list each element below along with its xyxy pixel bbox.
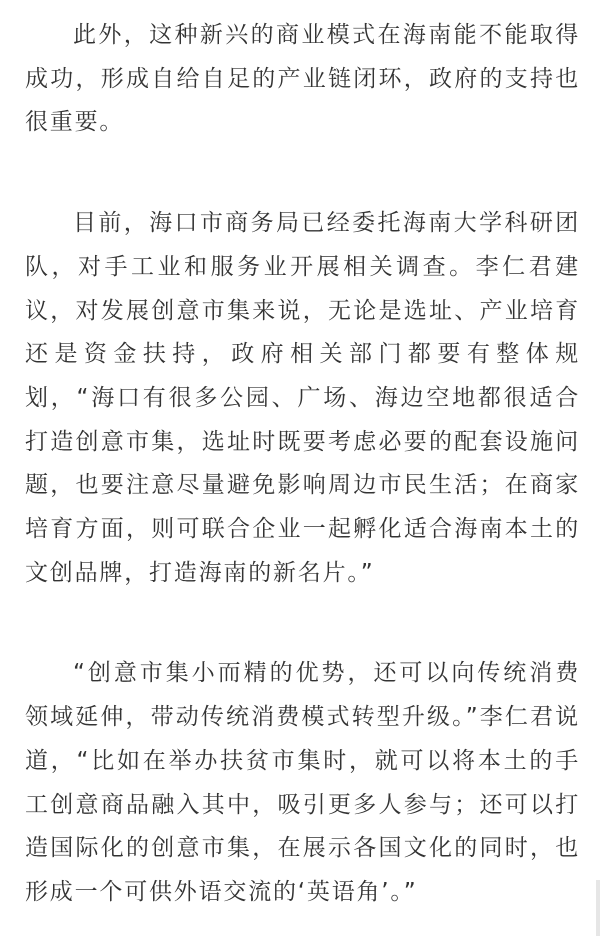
paragraph-commerce-bureau-survey: 目前，海口市商务局已经委托海南大学科研团队，对手工业和服务业开展相关调查。李仁君建议，对发展创意市集来说，无论是选址、产业培育还是资金扶持，政府相关部门都要有整体规划，“海口有很多公园、广场、海边空地都很适合打造创意市集，选址时既要考虑必要的配套设施问题，也要注意尽量避免影响周边市民生活；在商家培育方面，则可联合企业一起孵化适合海南本土的文创品牌，打造海南的新名片。” <box>25 210 580 586</box>
article-body <box>25 14 580 915</box>
paragraph-market-advantages: “创意市集小而精的优势，还可以向传统消费领域延伸，带动传统消费模式转型升级。”李仁君说道，“比如在举办扶贫市集时，就可以将本土的手工创意商品融入其中，吸引更多人参与；还可以打造国际化的创意市集，在展示各国文化的同时，也形成一个可供外语交流的‘英语角’。” <box>25 660 580 905</box>
scrollbar[interactable] <box>596 880 600 936</box>
paragraph-government-support: 此外，这种新兴的商业模式在海南能不能取得成功，形成自给自足的产业链闭环，政府的支持也很重要。 <box>25 22 580 136</box>
